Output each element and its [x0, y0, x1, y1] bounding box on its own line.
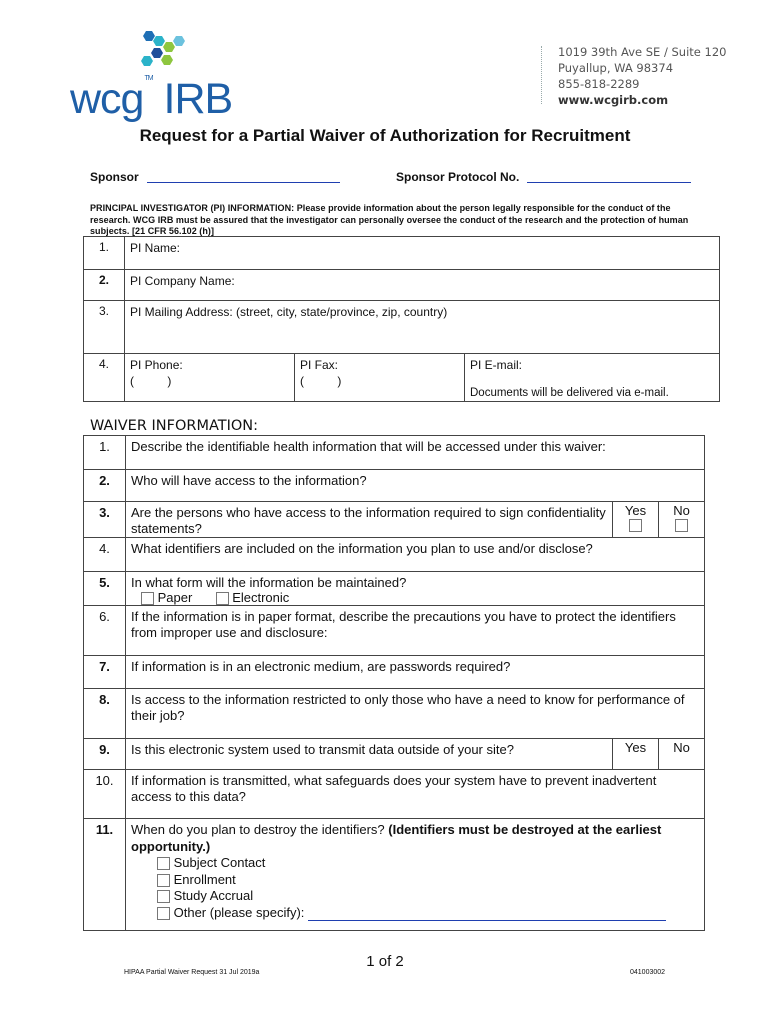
pi-row-company	[84, 270, 720, 301]
logo-tm: TM	[144, 75, 153, 82]
logo-hexagons	[141, 31, 185, 66]
sponsor-protocol-label: Sponsor Protocol No.	[396, 170, 520, 184]
pi-info-heading: PRINCIPAL INVESTIGATOR (PI) INFORMATION: Please provide information about the person legally responsible for the conduct of the research. WCG IRB must be assured that the investigator can personally oversee the conduct of the research and the protection of human subjects. [21 CFR 56.102 (h)]	[90, 203, 689, 236]
address-line2: Puyallup, WA 98374	[558, 61, 674, 75]
pi-fax-label: PI Fax:	[300, 358, 339, 372]
q11-option-enrollment	[157, 872, 700, 889]
q11-other-label: Other (please specify):	[173, 904, 305, 920]
q11-text: When do you plan to destroy the identifiers?	[131, 822, 389, 838]
q7-text: If information is in an electronic medium, are passwords required?	[131, 659, 511, 675]
q4-text: What identifiers are included on the information you plan to use and/or disclose?	[131, 541, 593, 556]
q10-answer-field[interactable]	[126, 770, 705, 819]
q5-text: In what form will the information be maintained?	[131, 575, 407, 590]
waiver-row-number: 8.	[84, 689, 126, 739]
logo-irb: IRB	[163, 75, 233, 123]
waiver-heading: WAIVER INFORMATION:	[90, 418, 259, 434]
hex-7	[141, 56, 153, 66]
waiver-row-3	[84, 502, 705, 538]
waiver-row-8	[84, 689, 705, 739]
logo-wcg: wcg	[70, 75, 144, 123]
waiver-row-5	[84, 572, 705, 606]
waiver-row-number: 5.	[84, 572, 126, 606]
sponsor-label: Sponsor	[90, 170, 139, 184]
q7-answer-field[interactable]	[126, 656, 705, 689]
hex-1	[143, 31, 155, 41]
q5-electronic-checkbox[interactable]	[216, 592, 229, 605]
q11-study-accrual-label: Study Accrual	[173, 888, 254, 904]
waiver-table	[83, 435, 705, 931]
q9-no-cell[interactable]	[659, 739, 705, 770]
waiver-row-number: 6.	[84, 606, 126, 656]
q4-answer-field[interactable]	[126, 538, 705, 572]
q11-other-specify-field[interactable]	[308, 908, 666, 921]
q11-option-other	[157, 905, 700, 922]
pi-name-field[interactable]	[125, 237, 720, 270]
q11-study-accrual-checkbox[interactable]	[157, 890, 170, 903]
pi-company-field[interactable]	[125, 270, 720, 301]
pi-phone-field[interactable]	[125, 354, 295, 402]
q11-subject-contact-label: Subject Contact	[173, 855, 266, 871]
waiver-row-number: 11.	[84, 819, 126, 931]
q5-electronic-label: Electronic	[232, 590, 290, 605]
pi-row-number: 2.	[84, 270, 125, 301]
hex-4	[151, 48, 163, 58]
waiver-row-2	[84, 470, 705, 502]
q9-text: Is this electronic system used to transmit data outside of your site?	[131, 742, 514, 758]
waiver-row-number: 9.	[84, 739, 126, 770]
yes-label: Yes	[624, 503, 647, 518]
pi-row-address	[84, 301, 720, 354]
waiver-row-number: 3.	[84, 502, 126, 538]
q11-cell	[126, 819, 705, 931]
q9-yes-cell[interactable]	[613, 739, 659, 770]
footer-doc-number: 041003002	[630, 969, 666, 976]
pi-phone-label: PI Phone:	[130, 358, 183, 372]
pi-row-number: 3.	[84, 301, 125, 354]
no-label: No	[673, 503, 690, 518]
hex-5	[161, 55, 173, 65]
pi-row-number: 4.	[84, 354, 125, 402]
waiver-row-number: 2.	[84, 470, 126, 502]
address-phone: 855-818-2289	[558, 77, 640, 91]
q5-paper-label: Paper	[157, 590, 193, 605]
pi-address-field[interactable]	[125, 301, 720, 354]
address-block	[558, 44, 726, 108]
q11-option-study-accrual	[157, 888, 700, 905]
waiver-row-10	[84, 770, 705, 819]
q3-no-checkbox[interactable]	[675, 519, 688, 532]
q11-option-subject-contact	[157, 855, 700, 872]
q1-answer-field[interactable]	[126, 436, 705, 470]
address-line1: 1019 39th Ave SE / Suite 120	[558, 45, 727, 59]
pi-row-number: 1.	[84, 237, 125, 270]
q3-text: Are the persons who have access to the information required to sign confidentiality statements?	[131, 505, 606, 536]
waiver-row-number: 10.	[84, 770, 126, 819]
q10-text: If information is transmitted, what safeguards does your system have to prevent inadvertent access to this data?	[131, 773, 657, 805]
waiver-row-11	[84, 819, 705, 931]
pi-address-label: PI Mailing Address: (street, city, state/province, zip, country)	[130, 305, 448, 319]
form-title: Request for a Partial Waiver of Authorization for Recruitment	[139, 126, 631, 145]
yes-label: Yes	[624, 740, 647, 756]
pi-fax-field[interactable]	[295, 354, 465, 402]
waiver-row-1	[84, 436, 705, 470]
q11-enrollment-checkbox[interactable]	[157, 874, 170, 887]
sponsor-protocol-field[interactable]	[527, 170, 691, 183]
q11-other-checkbox[interactable]	[157, 907, 170, 920]
waiver-row-7	[84, 656, 705, 689]
hex-6	[173, 36, 185, 46]
waiver-row-number: 1.	[84, 436, 126, 470]
pi-company-label: PI Company Name:	[130, 274, 235, 288]
pi-name-label: PI Name:	[130, 241, 181, 255]
q2-answer-field[interactable]	[126, 470, 705, 502]
q5-paper-checkbox[interactable]	[141, 592, 154, 605]
q1-text: Describe the identifiable health information that will be accessed under this waiver:	[131, 439, 606, 454]
q11-options	[157, 855, 700, 921]
hex-2	[153, 36, 165, 46]
q2-text: Who will have access to the information?	[131, 473, 367, 488]
pi-fax-area: ( )	[300, 374, 342, 388]
q6-text: If the information is in paper format, describe the precautions you have to protect the identifiers from improper use and disclosure:	[131, 609, 676, 641]
pi-email-label: PI E-mail:	[470, 358, 523, 372]
footer-form-id: HIPAA Partial Waiver Request 31 Jul 2019a	[124, 969, 260, 976]
q11-enrollment-label: Enrollment	[173, 871, 236, 887]
q8-text: Is access to the information restricted to only those who have a need to know for performance of their job?	[131, 692, 685, 724]
waiver-row-number: 4.	[84, 538, 126, 572]
pi-row-name	[84, 237, 720, 270]
q3-yes-cell	[613, 502, 659, 538]
q5-cell	[126, 572, 705, 606]
hex-3	[163, 42, 175, 52]
no-label: No	[673, 740, 690, 756]
pi-row-contact	[84, 354, 720, 402]
address-divider	[541, 46, 542, 104]
q11-question	[131, 822, 700, 855]
page-number: 1 of 2	[366, 953, 404, 970]
q3-cell	[126, 502, 613, 538]
q11-subject-contact-checkbox[interactable]	[157, 857, 170, 870]
waiver-row-6	[84, 606, 705, 656]
q11-note: (Identifiers must be destroyed at the earliest opportunity.)	[131, 822, 662, 854]
q3-yes-checkbox[interactable]	[629, 519, 642, 532]
logo-wordmark	[70, 75, 232, 124]
pi-phone-area: ( )	[130, 374, 172, 388]
q6-answer-field[interactable]	[126, 606, 705, 656]
sponsor-field[interactable]	[147, 170, 340, 183]
q3-no-cell	[659, 502, 705, 538]
q9-cell	[126, 739, 613, 770]
pi-email-note: Documents will be delivered via e-mail.	[470, 387, 669, 399]
waiver-row-4	[84, 538, 705, 572]
waiver-row-number: 7.	[84, 656, 126, 689]
pi-table	[83, 236, 720, 402]
q5-options	[141, 591, 700, 605]
q8-answer-field[interactable]	[126, 689, 705, 739]
waiver-row-9	[84, 739, 705, 770]
pi-email-field[interactable]	[465, 354, 720, 402]
address-website[interactable]: www.wcgirb.com	[558, 93, 669, 107]
